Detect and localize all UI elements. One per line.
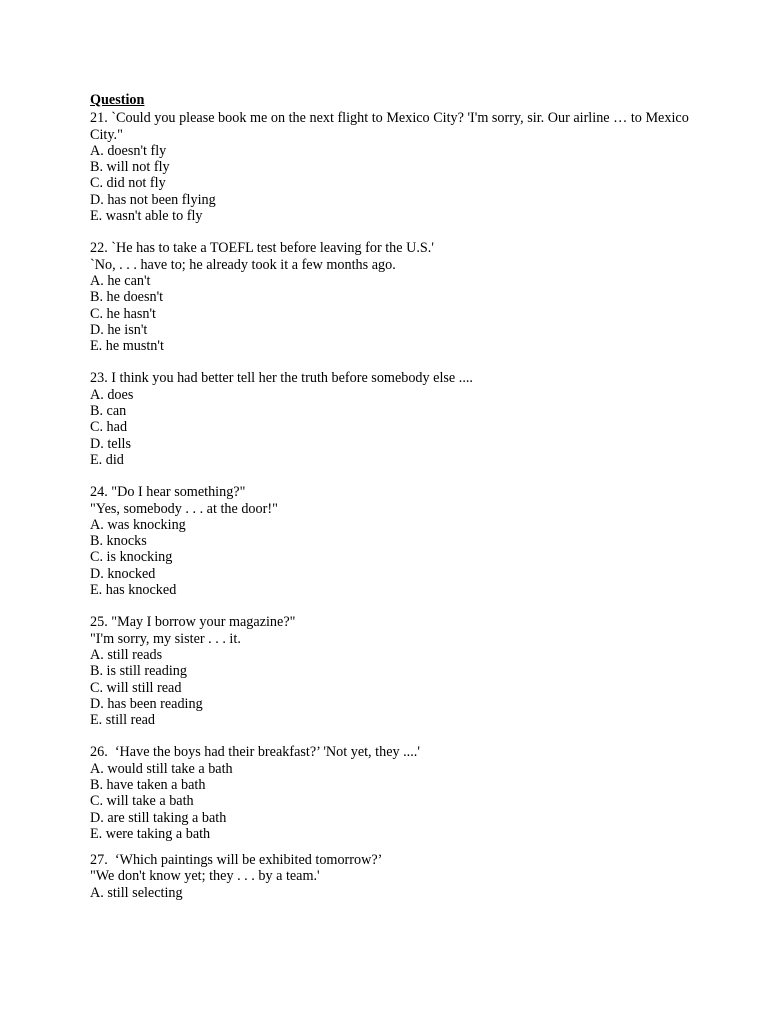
answer-option: A. he can't	[90, 272, 151, 289]
question-24	[90, 484, 690, 598]
answer-option: C. did not fly	[90, 175, 166, 192]
question-22	[90, 240, 690, 354]
question-stem-line: City."	[90, 126, 123, 143]
answer-option: A. doesn't fly	[90, 142, 167, 159]
answer-option: D. knocked	[90, 565, 156, 582]
answer-option: E. were taking a bath	[90, 825, 211, 842]
answer-option: D. he isn't	[90, 321, 148, 338]
question-stem-line: 21. `Could you please book me on the next flight to Mexico City? 'I'm sorry, sir. Our airline … to Mexico	[90, 110, 689, 127]
question-stem-line: 23. I think you had better tell her the truth before somebody else ....	[90, 370, 473, 387]
document-page	[90, 92, 690, 901]
question-stem-line: "We don't know yet; they . . . by a team.'	[90, 868, 320, 885]
question-27	[90, 852, 690, 901]
answer-option: E. he mustn't	[90, 338, 164, 355]
question-26	[90, 744, 690, 842]
answer-option: C. is knocking	[90, 549, 173, 566]
question-23	[90, 370, 690, 468]
question-stem-line: 22. `He has to take a TOEFL test before leaving for the U.S.'	[90, 240, 434, 257]
answer-option: A. still reads	[90, 646, 163, 663]
question-stem-line: 25. "May I borrow your magazine?"	[90, 614, 296, 631]
question-stem-line: 24. "Do I hear something?"	[90, 484, 246, 501]
answer-option: B. is still reading	[90, 663, 187, 680]
answer-option: D. are still taking a bath	[90, 809, 227, 826]
answer-option: B. can	[90, 403, 127, 420]
answer-option: A. does	[90, 386, 134, 403]
answer-option: D. has not been flying	[90, 191, 216, 208]
question-stem-line: 26. ‘Have the boys had their breakfast?’ 'Not yet, they ....'	[90, 744, 420, 761]
answer-option: A. would still take a bath	[90, 760, 233, 777]
question-stem-line: 27. ‘Which paintings will be exhibited tomorrow?’	[90, 852, 383, 869]
answer-option: B. he doesn't	[90, 289, 164, 306]
answer-option: B. will not fly	[90, 159, 170, 176]
answer-option: E. wasn't able to fly	[90, 208, 203, 225]
question-21	[90, 110, 690, 224]
answer-option: E. still read	[90, 712, 156, 729]
answer-option: A. was knocking	[90, 516, 186, 533]
answer-option: B. have taken a bath	[90, 776, 206, 793]
question-stem-line: `No, . . . have to; he already took it a few months ago.	[90, 256, 396, 273]
answer-option: A. still selecting	[90, 884, 183, 901]
answer-option: B. knocks	[90, 533, 147, 550]
question-stem-line: "I'm sorry, my sister . . . it.	[90, 630, 241, 647]
answer-option: C. had	[90, 419, 128, 436]
answer-option: E. has knocked	[90, 582, 177, 599]
answer-option: C. he hasn't	[90, 305, 156, 322]
question-stem-line: "Yes, somebody . . . at the door!"	[90, 500, 278, 517]
answer-option: E. did	[90, 451, 124, 468]
answer-option: D. tells	[90, 435, 131, 452]
question-25	[90, 614, 690, 728]
answer-option: C. will still read	[90, 679, 182, 696]
section-heading: Question	[90, 92, 145, 108]
answer-option: D. has been reading	[90, 695, 203, 712]
answer-option: C. will take a bath	[90, 793, 194, 810]
